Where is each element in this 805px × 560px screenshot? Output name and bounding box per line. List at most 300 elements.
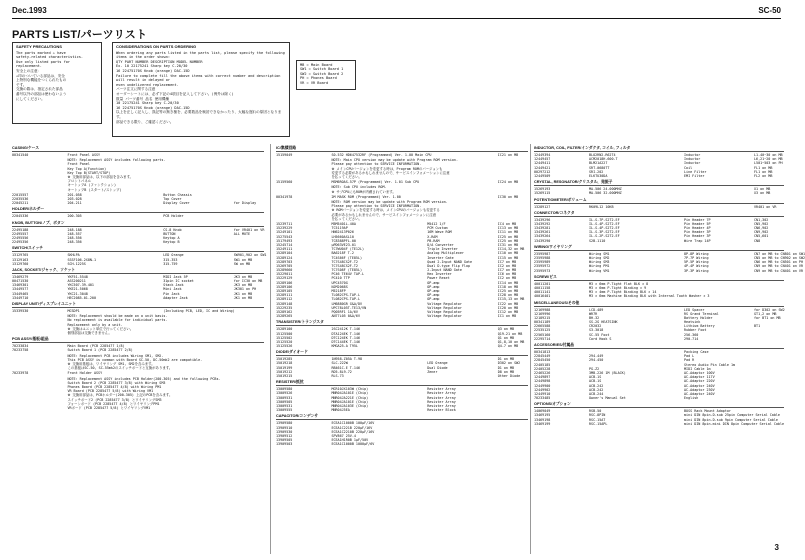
part-cell: AC-Adaptor 240V [684, 391, 715, 396]
safety-line: 上特別な機能をつくられたもの [16, 78, 67, 83]
part-cell: 248-556 [67, 235, 82, 240]
part-cell [234, 153, 264, 157]
part-cell: MSM6ROAS-57P (Programmed) Ver. 1.01 Sub CPU [331, 180, 420, 185]
part-cell: 15019215 [276, 374, 293, 378]
part-cell: 200-305 [67, 214, 82, 219]
part-cell [754, 422, 784, 426]
part-cell: Resister Array [427, 387, 456, 392]
part-cell [754, 337, 784, 341]
part-cell: Keytop B [163, 240, 180, 245]
part-cell: 294-450 [589, 358, 604, 363]
part-cell: RS Grand Terminal [684, 311, 719, 316]
abbreviation-line: VR = VR Board [300, 80, 329, 85]
part-cell: ACM2018H-600-T [589, 157, 618, 162]
part-cell: Switch Board 1 (PCB 2285477 2/8) [67, 348, 133, 353]
part-cell: 15159560 [276, 180, 293, 185]
part-cell: Pin Header 3P [684, 234, 711, 239]
part-row [276, 195, 528, 199]
part-cell: mini DIN 8pin-D-sub 25pin Computer Serial Cable [684, 413, 780, 418]
part-cell: Resister Array [427, 403, 456, 408]
page-number: 3 [774, 543, 779, 552]
column-divider [530, 144, 531, 554]
part-note: NOTE: Sub CPU includes ROM. ※ サブCPUにもROMが内蔵されています。 [331, 185, 396, 194]
part-note: NOTE: Replacement ASSY includes following parts. Front Panel Key Top A(Function) Key Top B(START/STOP) ※ 交換用部品は、以下の部品を含みます。 フロントパネル キートップA (ファンクション) キートップB (スタート/ストップ) [67, 158, 166, 192]
part-cell: Inductor [684, 161, 701, 166]
part-note: NOTE: Replacement PCB includes Wiring SM1, SM2. This PCB ASSY is common with Board SC-50, DC-50mk2 are compatible. ※ 交換用基板は、ワイヤリング SM1, SM2を含みます。 この基板はSC-50, SC-55mk2のスイッチボードと互換があります。 [67, 353, 203, 371]
part-cell: M5412 1/F [427, 222, 446, 226]
part-cell: CN9 on MB to CN401 on VR [754, 268, 803, 273]
part-cell: Display Cover [163, 201, 190, 206]
part-cell: IC13 on MB [497, 226, 519, 231]
parts-column-2 [276, 144, 528, 446]
part-cell: Wiring VM1 [589, 268, 610, 273]
section-heading: CONNECTOR/コネクタ [534, 211, 784, 217]
header-date: Dec.1993 [12, 6, 47, 15]
part-cell: Inverter Gate [427, 255, 454, 260]
part-cell: L1-40~30 on MB [754, 153, 783, 157]
part-cell: 00341978 [276, 194, 293, 199]
part-cell: AN77L05 0&A/6V [331, 314, 361, 319]
section-heading: IC/集積回路 [276, 146, 528, 152]
part-cell: LED Spacer [684, 307, 705, 312]
ordering-line: 部品できる限り、ご確認ください。 [116, 119, 174, 124]
part-cell: 15289148 [276, 301, 293, 306]
part-cell: 12449411 [534, 161, 551, 166]
part-cell: 13009505 [276, 399, 293, 404]
part-cell: BLO2RN2-R62T4 [589, 153, 616, 157]
part-cell: PB-RAM [427, 238, 440, 243]
part-cell: 40016401 [534, 294, 551, 299]
part-cell: Inductor [684, 153, 701, 157]
part-cell: IC31 on MB [497, 242, 519, 247]
part-cell: Pin Jack [163, 291, 180, 296]
part-row [276, 442, 528, 446]
part-cell: AC-Adaptor 220V [684, 379, 715, 384]
part-cell: 13909510 [276, 425, 293, 430]
part-cell: 00471530 [12, 279, 29, 284]
part-cell: IC25 on MB [497, 238, 519, 243]
part-cell: Resister Array [427, 391, 456, 396]
part-cell: 22035536 [12, 197, 29, 201]
part-cell: CN7 on MB to CN801 on SW1 [754, 251, 805, 256]
part-cell: TL082CPS-TAP-L [331, 297, 361, 302]
part-cell: 13439261 [534, 230, 551, 235]
section-heading: CAPACITOR/コンデンサ [276, 414, 528, 420]
part-cell: IC2 on MB [497, 276, 517, 281]
part-cell: LM6880GR G&A/DV [331, 301, 363, 306]
part-cell: PC410 TTP [331, 276, 350, 281]
part-cell: PCB Holder [163, 214, 184, 219]
part-cell: Hex Inverter [427, 272, 452, 277]
section-heading: WIRING/ワイヤリング [534, 245, 784, 251]
part-cell: Stack Jack [163, 283, 184, 288]
part-cell: Battery Holder [684, 315, 713, 320]
part-cell: ACB-242 [589, 387, 604, 392]
part-cell: FL2 on MB [754, 173, 773, 178]
part-cell: mini DIN 8pin-D-sub 9pin Computer Serial Cable [684, 417, 778, 422]
section-heading: DIODE/ダイオード [276, 350, 528, 356]
ordering-line: オーダーシートには、必ず下記の4項目を記入して下さい。(例外は除く) [116, 91, 234, 96]
part-cell [427, 195, 498, 199]
part-cell: 15289106 [276, 284, 293, 289]
part-cell: English [684, 396, 699, 401]
part-cell: Front Holder ASSY [67, 371, 103, 376]
part-cell: Keytop A [163, 235, 180, 240]
part-cell: 15229235 [276, 305, 293, 310]
part-cell: 204-211 [67, 201, 82, 206]
part-cell: 13469301 [12, 283, 29, 288]
safety-line: にしてください。 [16, 96, 45, 101]
part-cell: 12449900 [534, 383, 551, 388]
part-cell: SW901,902 on SW1 [233, 253, 267, 258]
part-cell: Power Reset [427, 276, 450, 281]
part-cell: 13469199 [534, 421, 551, 426]
part-cell: 23595989 [534, 260, 551, 265]
part-cell: YKF51-5548 [67, 274, 88, 279]
part-cell: Voltage Regulator [427, 309, 462, 314]
part-cell: 15269193 [534, 187, 551, 192]
part-cell: IC1 on MB [497, 314, 517, 319]
section-heading: JACK, SOCKET/ジャック、ソケット [12, 268, 264, 274]
part-cell: for IC30 on MB [233, 279, 263, 284]
part-cell: AC-Adaptor 240V [684, 383, 715, 388]
part-cell: 15125502 [276, 335, 293, 340]
part-row [276, 314, 528, 318]
section-heading: INDUCTOR, COIL, FILTER/インダクタ, コイル, フィルタ [534, 146, 784, 152]
part-cell: 15019285 [276, 357, 293, 362]
part-row [276, 180, 528, 184]
part-cell: 315-353 [163, 257, 178, 262]
part-row [12, 371, 264, 375]
ordering-line: パーツ注文に関する注意 [116, 87, 156, 92]
part-cell: PG-Z2 [589, 366, 600, 371]
part-cell: Pad R [684, 358, 695, 363]
part-cell: IC11 on MB [497, 230, 519, 235]
part-cell: 23595973 [534, 268, 551, 273]
part-row [12, 214, 264, 218]
part-cell: 22405228 [534, 366, 551, 371]
part-cell: 15245714 [276, 242, 293, 247]
part-cell: MCR10JX103W (Chip) [331, 387, 369, 392]
part-cell: 15125500 [276, 331, 293, 336]
part-cell: MNR04JA101E (Chip) [331, 399, 369, 404]
ordering-line: QTY PART NUMBER DESCRIPTION MODEL NUMBER [116, 59, 203, 64]
part-cell: MCSDP1 [67, 309, 80, 313]
part-cell: 40011158 [534, 285, 551, 290]
part-row [276, 344, 528, 348]
ordering-lines [116, 51, 286, 125]
part-cell: 14069049 [534, 409, 551, 414]
part-cell [684, 294, 754, 298]
part-cell: 315-759 [163, 261, 178, 266]
part-cell: Resister Block [427, 408, 456, 413]
section-heading: SWITCH/スイッチ [12, 246, 264, 252]
part-cell [427, 153, 498, 157]
part-cell: IL-S-4P-S2T2-EF [589, 226, 620, 231]
part-cell: IC15 on MB [497, 255, 519, 260]
part-cell: UPC78L05T-TE13/VN [331, 305, 367, 310]
part-cell: SRT-0680TT [589, 165, 610, 170]
part-cell: MA-506 32.000MHZ [589, 191, 622, 196]
part-cell: RK09L12 10KB [589, 204, 614, 209]
part-cell: 1N958-Z05A T-98 [331, 357, 363, 362]
part-row [276, 153, 528, 157]
part-cell: L6,21~20 on MB [754, 157, 783, 162]
part-cell: Analog Multiplexer [427, 251, 464, 256]
part-cell: JK1 on MB [233, 291, 253, 296]
part-cell: M3 × 6mm Machine Binding BLK with Internal Tooth Washer × 3 [589, 294, 710, 299]
part-cell: 13009555 [276, 408, 293, 413]
part-cell: 70233758 [12, 348, 29, 353]
part-cell: Zener [427, 369, 438, 374]
part-cell: ACB-1S [589, 379, 602, 384]
part-cell: DTC124EK T-146 [331, 335, 361, 340]
part-cell: IC10 on MB [497, 251, 519, 256]
part-cell: for Display [233, 201, 257, 206]
part-cell: LED Orange [163, 253, 184, 258]
part-cell: AC-Adaptor 100V [684, 370, 715, 375]
part-cell [234, 348, 264, 352]
ordering-title: CONSIDERATIONS ON PARTS ORDERING [116, 44, 197, 49]
part-cell: CN6 on MB to CN501 on PH [754, 260, 803, 265]
part-cell [163, 371, 234, 375]
part-cell [234, 240, 264, 244]
section-heading: SCREW/ビス [534, 275, 784, 281]
safety-line: safety-related characteristics. [16, 55, 84, 60]
part-cell: YKE21-5068 [67, 287, 88, 292]
part-cell: Q1,8,10 on MB [497, 339, 525, 344]
part-cell: YKC507-39-401 [67, 283, 94, 288]
part-cell: 13469195 [534, 413, 551, 418]
part-cell: CN8 [754, 238, 761, 243]
part-cell: L501~503 on PH [754, 161, 783, 166]
part-row [276, 374, 528, 378]
part-cell: 13469198 [534, 417, 551, 422]
part-cell: 2M MASK ROM (Programmed) Ver. 1.00 [331, 194, 401, 199]
part-cell: SLC-222W [331, 361, 348, 366]
part-cell: LH5660ASL10 [331, 234, 354, 239]
ordering-line: 10 22175241 Sharp key C-20/30 [116, 101, 179, 106]
part-cell: 7P-7P Wiring [684, 256, 709, 260]
abbreviation-line: SW2 = Switch Board 2 [300, 71, 344, 76]
part-cell: Line Filter [684, 169, 707, 174]
part-cell: SCH-1225S [67, 261, 86, 266]
part-cell: 00341189 [534, 320, 551, 325]
part-cell: IL-S-7P-S2T2-EF [589, 217, 620, 222]
part-cell: 13439290 [534, 238, 551, 243]
part-cell: JK1 on MB [233, 295, 253, 300]
part-cell: 248-356 [67, 240, 82, 245]
part-cell: 13469279 [12, 274, 29, 279]
part-cell: Resister Array [427, 399, 456, 404]
part-cell: IC24 on MB [497, 180, 519, 185]
part-cell: IC14,32 on MB [497, 247, 525, 252]
part-cell: IC28 on MB [497, 293, 519, 298]
part-cell: Main Board (PCB 2285477 1/8) [67, 344, 125, 349]
part-cell: 15289112 [276, 297, 293, 302]
part-cell: 16M Wave ROM [427, 230, 452, 235]
part-cell: RB461C-E T-146 [331, 365, 361, 370]
part-cell: 22295714 [534, 336, 551, 341]
part-cell: IC25 on MB [497, 289, 519, 293]
part-cell: IC22 on MB [497, 301, 519, 306]
safety-line: です。 [16, 82, 27, 87]
part-cell: Button Chassis [163, 192, 192, 197]
part-cell [427, 374, 498, 378]
part-cell: IC18 on MB [497, 284, 519, 289]
part-cell: RSC-8PIN [589, 413, 606, 418]
part-cell: Pin Header 3P [684, 230, 711, 235]
part-cell: ELKTU30DA [589, 173, 608, 178]
part-cell: 22665588 [534, 324, 551, 329]
part-cell: 15179493 [276, 238, 293, 243]
part-cell: MNR04JA221E (Chip) [331, 395, 369, 400]
part-cell: IC20 on MB [497, 305, 519, 310]
part-cell: JK3 on MB [233, 274, 253, 279]
part-cell: CN5,601 [754, 234, 769, 239]
part-cell: TC4S66F (TE85L) [331, 255, 363, 260]
part-cell: Pad L [684, 354, 695, 359]
part-cell: TC7WU04F (TE12L) [331, 247, 365, 252]
part-cell: 40011201 [534, 281, 551, 286]
part-cell: Q3 on MB [497, 327, 515, 332]
part-cell: 23595988 [534, 256, 551, 260]
part-cell: 13439281 [534, 226, 551, 231]
part-cell: ACB-242 [589, 383, 604, 388]
part-cell: Rubber Foot [684, 328, 707, 333]
part-cell: EMI Filter [684, 173, 705, 178]
part-row [12, 153, 264, 157]
part-cell: SRI-202 [589, 169, 604, 174]
part-cell: 70233485 [534, 396, 551, 401]
part-cell: D/A Converter [427, 242, 454, 247]
part-cell: 12449457 [534, 157, 551, 162]
part-cell [498, 442, 528, 446]
part-cell: 201-058 [67, 192, 82, 197]
part-cell: 248-188 [67, 227, 82, 232]
part-cell: 15289105 [276, 289, 293, 293]
part-cell: RSC-15AT [589, 417, 606, 422]
part-cell: 70233834 [12, 344, 29, 349]
header-rule [12, 18, 781, 19]
part-cell: 12169988 [534, 307, 551, 312]
part-cell: 22045211 [12, 201, 29, 206]
part-cell: 31pin IC socket [163, 279, 194, 284]
part-cell: IC7 on MB [497, 259, 517, 264]
part-cell: 22565160 [534, 332, 551, 337]
part-cell: Q19-21 on MB [497, 331, 523, 336]
part-cell [163, 153, 234, 157]
part-cell: ECEA1C1000B 100µF/16V [331, 421, 375, 426]
part-cell: for BT1 on MB [754, 315, 781, 320]
part-cell: DTC144EK T-146 [331, 339, 361, 344]
part-cell: 12449394 [534, 153, 551, 157]
part-cell: 13009531 [276, 403, 293, 408]
part-cell [684, 191, 754, 195]
part-cell: X3 on MB [754, 191, 771, 196]
part-cell: 15289111 [276, 293, 293, 298]
part-cell: 15239711 [276, 222, 293, 226]
part-cell: CN1,302 [754, 217, 769, 222]
part-row [534, 205, 784, 209]
part-cell: S2B-1110 [589, 238, 606, 243]
part-cell: Wiring SM1 [589, 251, 610, 256]
part-cell: 5P-5P Wiring [684, 260, 709, 265]
part-cell: MNR04J5EA [331, 408, 350, 413]
ordering-line: Ex. 10 22175241 Sharp key C-20/30 [116, 64, 188, 69]
part-cell: 22495556 [12, 235, 29, 240]
part-cell: 15269705 [276, 263, 293, 268]
part-cell: 13129163 [12, 257, 29, 262]
part-cell: 22535125 [534, 328, 551, 333]
part-row [534, 422, 784, 426]
part-cell: 4P-4P Wiring [684, 264, 709, 269]
part-cell [234, 214, 264, 218]
part-cell: 13909503 [276, 442, 293, 447]
part-cell: SW on MB [233, 261, 251, 266]
part-cell: NJM2068S [331, 284, 348, 289]
section-heading: MISCELLANEOUS/その他 [534, 301, 784, 307]
part-cell: AC-Adaptor 117V [684, 375, 715, 380]
part-cell: SS-2G HEATSINK [589, 320, 618, 325]
part-cell: 00297212 [534, 169, 551, 174]
part-cell: 15289162 [276, 309, 293, 314]
part-cell: ECEA1C1000B 1000µF/6V [331, 442, 375, 447]
part-cell [427, 180, 498, 184]
part-cell: (Including PCB, LED, IC and Wiring) [163, 309, 235, 313]
part-cell: 3MB-226 1M (BLACK) [589, 370, 626, 375]
part-cell: JK3 on MB [233, 283, 253, 288]
part-cell [234, 371, 264, 375]
part-cell: M5218FP [331, 289, 346, 293]
abbreviation-box [296, 60, 356, 90]
part-cell: YKC21-3048 [67, 291, 88, 296]
part-cell: 12169996 [534, 311, 551, 316]
part-cell: SKHLPA [67, 253, 80, 258]
part-cell: OP-amp [427, 289, 440, 293]
part-cell [684, 205, 754, 209]
part-cell: D8 on MB [497, 369, 515, 374]
part-cell: DTA124EK T-146 [331, 331, 361, 336]
safety-line: The parts marked ⚠ have [16, 50, 66, 55]
section-heading: DISPLAY UNIT/ディスプレイユニット [12, 302, 264, 308]
part-cell: 15289104 [276, 251, 293, 256]
part-cell: SW1 on MB [233, 257, 253, 262]
part-cell: 12449902 [534, 387, 551, 392]
part-cell: OP-amp [427, 297, 440, 302]
part-cell: M3 × 4mm P-Tight Binding BLK × 14 [589, 290, 657, 295]
part-cell: 15019218 [276, 361, 293, 366]
part-cell: Adapter Jack [163, 295, 188, 300]
part-cell: IC30 on MB [497, 194, 519, 199]
part-cell: 15159049 [276, 153, 293, 157]
part-cell: MNR04JA101E (Chip) [331, 391, 369, 396]
part-cell: Heatsink [684, 320, 701, 325]
part-cell: for D302 on SW2 [754, 307, 785, 312]
part-cell: 22405185 [534, 362, 551, 367]
part-row [12, 240, 264, 244]
part-cell: 13909530 [276, 429, 293, 434]
part-cell: µPD63VE23-01 [331, 242, 356, 247]
part-cell: OP-amp [427, 284, 440, 289]
part-cell: Resister Array [427, 395, 456, 400]
part-cell: 290-714 [684, 336, 699, 341]
part-cell: TC5119AP [331, 226, 348, 231]
ordering-line: even undelivered replacement. [116, 82, 179, 87]
parts-column-1 [12, 144, 267, 411]
part-cell: SPV867 25V-4 [331, 433, 356, 438]
part-cell: 2SC2412K T-146 [331, 327, 361, 332]
